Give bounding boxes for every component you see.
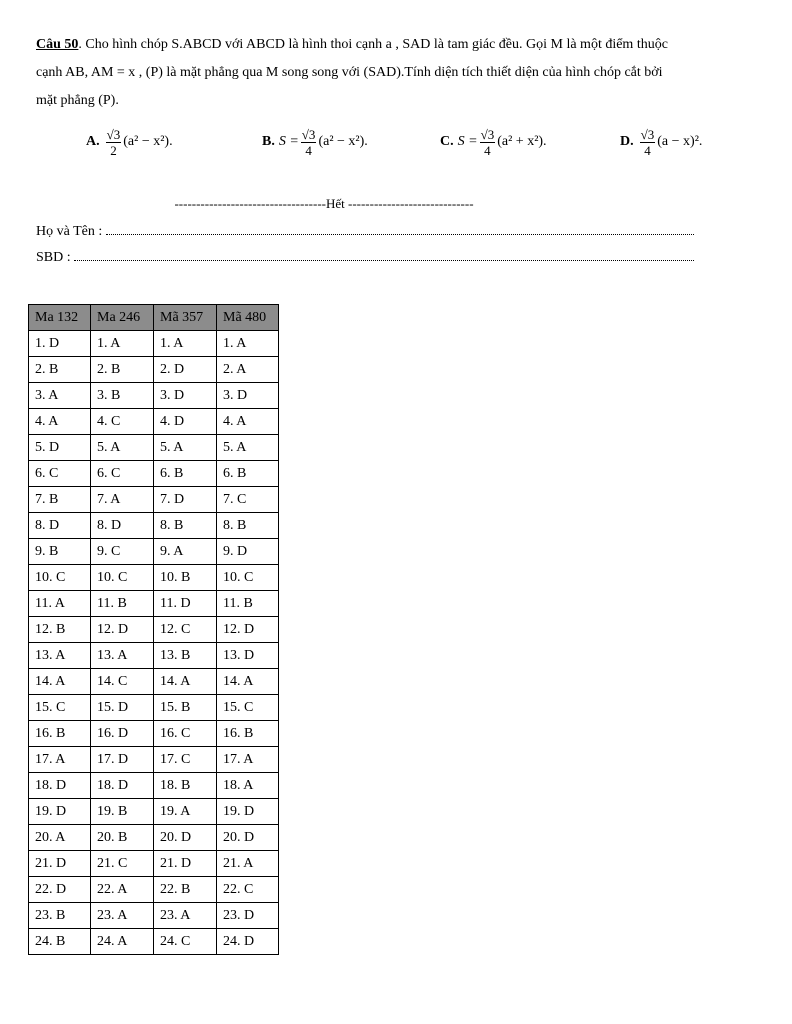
table-cell: 4. C (91, 409, 154, 435)
table-cell: 23. A (91, 903, 154, 929)
table-cell: 3. B (91, 383, 154, 409)
table-cell: 12. C (154, 617, 217, 643)
name-field (36, 224, 694, 240)
table-cell: 18. D (91, 773, 154, 799)
table-cell: 20. A (29, 825, 91, 851)
table-row (29, 773, 279, 799)
question-line-1: . Cho hình chóp S.ABCD với ABCD là hình thoi cạnh a , SAD là tam giác đều. Gọi M là một điểm thuộc (78, 37, 668, 52)
table-cell: 10. C (29, 565, 91, 591)
table-cell: 5. A (91, 435, 154, 461)
table-row (29, 929, 279, 955)
table-cell: 23. B (29, 903, 91, 929)
sbd-label: SBD : (36, 250, 71, 265)
table-cell: 5. A (217, 435, 279, 461)
answer-key-table (28, 304, 279, 955)
header-cell: Mã 357 (154, 305, 217, 331)
option-expr: (a − x)². (657, 134, 703, 149)
table-cell: 19. D (29, 799, 91, 825)
table-cell: 17. A (29, 747, 91, 773)
table-row (29, 409, 279, 435)
table-cell: 22. A (91, 877, 154, 903)
table-cell: 6. C (29, 461, 91, 487)
table-cell: 5. A (154, 435, 217, 461)
table-cell: 21. C (91, 851, 154, 877)
option-key: A. (86, 134, 100, 149)
table-row (29, 461, 279, 487)
table-cell: 14. A (29, 669, 91, 695)
answer-options (36, 118, 758, 166)
table-cell: 3. D (217, 383, 279, 409)
table-cell: 15. D (91, 695, 154, 721)
table-cell: 2. B (91, 357, 154, 383)
table-cell: 17. C (154, 747, 217, 773)
table-cell: 22. C (217, 877, 279, 903)
table-cell: 19. B (91, 799, 154, 825)
option-a (86, 118, 173, 166)
table-cell: 24. D (217, 929, 279, 955)
table-row (29, 903, 279, 929)
table-cell: 23. A (154, 903, 217, 929)
table-cell: 8. D (29, 513, 91, 539)
option-expr: (a² − x²). (123, 134, 173, 149)
table-cell: 5. D (29, 435, 91, 461)
table-cell: 13. A (91, 643, 154, 669)
table-cell: 20. D (154, 825, 217, 851)
table-cell: 15. C (29, 695, 91, 721)
table-row (29, 669, 279, 695)
table-row (29, 539, 279, 565)
table-cell: 2. D (154, 357, 217, 383)
table-cell: 6. C (91, 461, 154, 487)
table-row (29, 877, 279, 903)
table-cell: 15. C (217, 695, 279, 721)
table-cell: 9. B (29, 539, 91, 565)
question-line-3: mặt phẳng (P). (36, 93, 119, 108)
table-cell: 11. B (217, 591, 279, 617)
end-marker: -----------------------------------Hết ----------------------------- (174, 196, 474, 211)
table-cell: 4. D (154, 409, 217, 435)
table-row (29, 799, 279, 825)
table-row (29, 617, 279, 643)
table-cell: 11. A (29, 591, 91, 617)
table-cell: 18. A (217, 773, 279, 799)
fraction: $\frac{√3}{4}$ (640, 126, 655, 158)
header-cell: Mã 480 (217, 305, 279, 331)
table-row (29, 331, 279, 357)
table-cell: 13. D (217, 643, 279, 669)
header-cell: Ma 246 (91, 305, 154, 331)
table-row (29, 565, 279, 591)
table-cell: 22. B (154, 877, 217, 903)
table-cell: 18. D (29, 773, 91, 799)
table-cell: 24. A (91, 929, 154, 955)
table-cell: 21. A (217, 851, 279, 877)
table-cell: 6. B (154, 461, 217, 487)
option-c (440, 118, 547, 166)
table-cell: 2. A (217, 357, 279, 383)
table-cell: 13. A (29, 643, 91, 669)
table-cell: 21. D (29, 851, 91, 877)
table-cell: 16. D (91, 721, 154, 747)
table-cell: 7. D (154, 487, 217, 513)
table-cell: 14. A (154, 669, 217, 695)
table-cell: 3. A (29, 383, 91, 409)
table-cell: 11. D (154, 591, 217, 617)
table-row (29, 487, 279, 513)
table-cell: 4. A (217, 409, 279, 435)
table-cell: 12. D (91, 617, 154, 643)
question-text (36, 31, 758, 115)
option-d (620, 118, 702, 166)
table-row (29, 851, 279, 877)
table-cell: 19. A (154, 799, 217, 825)
table-cell: 10. B (154, 565, 217, 591)
sbd-field (36, 250, 694, 266)
table-cell: 24. B (29, 929, 91, 955)
table-cell: 1. A (217, 331, 279, 357)
table-cell: 10. C (217, 565, 279, 591)
table-row (29, 383, 279, 409)
table-cell: 19. D (217, 799, 279, 825)
table-cell: 7. C (217, 487, 279, 513)
table-row (29, 825, 279, 851)
table-cell: 15. B (154, 695, 217, 721)
table-cell: 10. C (91, 565, 154, 591)
option-key: B. (262, 134, 275, 149)
table-cell: 8. B (154, 513, 217, 539)
table-cell: 16. B (29, 721, 91, 747)
option-prefix: S = (457, 134, 478, 149)
name-label: Họ và Tên : (36, 224, 103, 239)
table-cell: 20. D (217, 825, 279, 851)
table-row (29, 747, 279, 773)
table-cell: 6. B (217, 461, 279, 487)
table-cell: 11. B (91, 591, 154, 617)
table-cell: 1. A (91, 331, 154, 357)
question-line-2: cạnh AB, AM = x , (P) là mặt phẳng qua M song song với (SAD).Tính diện tích thiết diện của hình chóp cắt bởi (36, 65, 663, 80)
table-cell: 23. D (217, 903, 279, 929)
table-cell: 21. D (154, 851, 217, 877)
option-key: D. (620, 134, 634, 149)
fraction: $\frac{√3}{2}$ (106, 126, 121, 158)
option-prefix: S = (278, 134, 299, 149)
table-cell: 2. B (29, 357, 91, 383)
table-cell: 7. A (91, 487, 154, 513)
table-cell: 16. B (217, 721, 279, 747)
name-dotted-line (106, 224, 694, 235)
table-header-row (29, 305, 279, 331)
option-key: C. (440, 134, 454, 149)
table-cell: 8. B (217, 513, 279, 539)
table-cell: 9. D (217, 539, 279, 565)
table-cell: 12. D (217, 617, 279, 643)
table-cell: 3. D (154, 383, 217, 409)
table-cell: 8. D (91, 513, 154, 539)
table-row (29, 513, 279, 539)
table-cell: 9. A (154, 539, 217, 565)
header-cell: Ma 132 (29, 305, 91, 331)
table-cell: 1. D (29, 331, 91, 357)
table-row (29, 591, 279, 617)
option-expr: (a² + x²). (497, 134, 547, 149)
table-cell: 24. C (154, 929, 217, 955)
table-cell: 12. B (29, 617, 91, 643)
option-expr: (a² − x²). (318, 134, 368, 149)
table-row (29, 721, 279, 747)
table-cell: 17. D (91, 747, 154, 773)
option-b (262, 118, 368, 166)
table-body (29, 331, 279, 955)
table-cell: 20. B (91, 825, 154, 851)
table-cell: 16. C (154, 721, 217, 747)
table-cell: 14. A (217, 669, 279, 695)
table-cell: 4. A (29, 409, 91, 435)
table-cell: 7. B (29, 487, 91, 513)
fraction: $\frac{√3}{4}$ (301, 126, 316, 158)
table-row (29, 643, 279, 669)
table-row (29, 435, 279, 461)
fraction: $\frac{√3}{4}$ (480, 126, 495, 158)
question-label: Câu 50 (36, 37, 79, 52)
sbd-dotted-line (74, 250, 694, 261)
table-cell: 1. A (154, 331, 217, 357)
table-cell: 18. B (154, 773, 217, 799)
table-cell: 14. C (91, 669, 154, 695)
table-cell: 22. D (29, 877, 91, 903)
table-row (29, 695, 279, 721)
table-row (29, 357, 279, 383)
table-cell: 13. B (154, 643, 217, 669)
table-cell: 17. A (217, 747, 279, 773)
table-cell: 9. C (91, 539, 154, 565)
